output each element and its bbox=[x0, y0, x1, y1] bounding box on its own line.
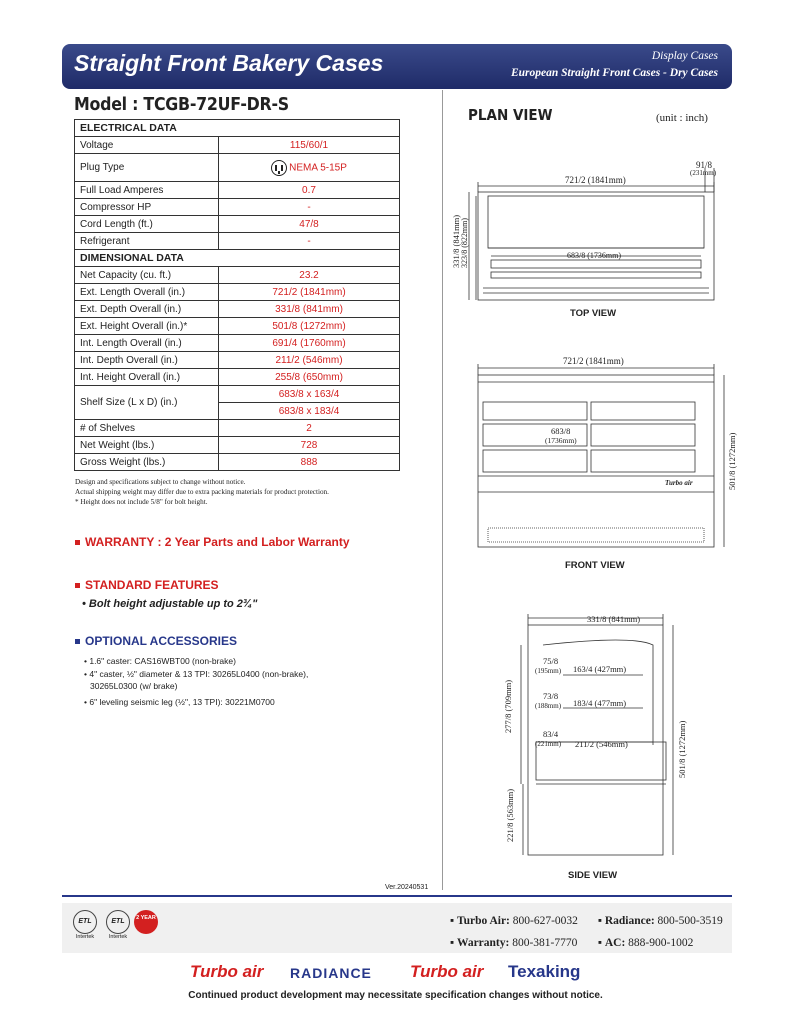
spec-value: 115/60/1 bbox=[219, 137, 400, 154]
table-row bbox=[75, 369, 400, 386]
table-row bbox=[75, 233, 400, 250]
contact-row: ▪ Turbo Air: 800-627-0032 ▪ Radiance: 800-500-3519 bbox=[450, 910, 723, 932]
accessory-item: • 1.6" caster: CAS16WBT00 (non-brake) bbox=[84, 656, 236, 666]
side-c-dim: 83/4 bbox=[543, 729, 559, 739]
optional-accessories-heading bbox=[75, 634, 237, 648]
front-inner-mm-dim: (1736mm) bbox=[545, 436, 577, 445]
etl-sanitation-icon: ETL bbox=[106, 910, 130, 934]
table-row bbox=[75, 437, 400, 454]
brand-logos bbox=[190, 962, 610, 986]
note-line: Actual shipping weight may differ due to extra packing materials for product protection. bbox=[75, 488, 329, 496]
header-banner bbox=[62, 44, 732, 89]
side-a-mm-dim: (195mm) bbox=[535, 667, 562, 675]
table-row bbox=[75, 216, 400, 233]
spec-label: Ext. Height Overall (in.)* bbox=[75, 318, 219, 335]
spec-label: Int. Height Overall (in.) bbox=[75, 369, 219, 386]
unit-label: (unit : inch) bbox=[656, 112, 708, 124]
warranty-seal-icon: 2 YEAR bbox=[134, 910, 158, 934]
warranty-phone: 800-381-7770 bbox=[512, 937, 578, 949]
warranty-badge bbox=[134, 910, 158, 934]
table-row bbox=[75, 352, 400, 369]
dimensional-heading: DIMENSIONAL DATA bbox=[75, 250, 400, 267]
spec-value: - bbox=[219, 233, 400, 250]
table-row bbox=[75, 154, 400, 182]
spec-label: Net Capacity (cu. ft.) bbox=[75, 267, 219, 284]
cert-label: Intertek bbox=[108, 934, 128, 940]
category-label: Display Cases bbox=[651, 50, 718, 62]
table-row bbox=[75, 318, 400, 335]
top-side-mm-dim: (231mm) bbox=[690, 169, 717, 177]
spec-label: Gross Weight (lbs.) bbox=[75, 454, 219, 471]
spec-label: Voltage bbox=[75, 137, 219, 154]
certification-badge bbox=[73, 910, 97, 940]
front-height-dim: 501/8 (1272mm) bbox=[727, 432, 737, 490]
spec-value bbox=[219, 154, 400, 182]
radiance-logo: RADIANCE bbox=[290, 965, 372, 981]
spec-label: Refrigerant bbox=[75, 233, 219, 250]
spec-value: - bbox=[219, 199, 400, 216]
standard-feature-item: • Bolt height adjustable up to 2¾" bbox=[82, 598, 258, 610]
table-row bbox=[75, 182, 400, 199]
turbo-air-system-logo: Turbo air bbox=[410, 962, 484, 981]
spec-label: Int. Length Overall (in.) bbox=[75, 335, 219, 352]
electrical-heading: ELECTRICAL DATA bbox=[75, 120, 400, 137]
note-line: Design and specifications subject to change without notice. bbox=[75, 478, 246, 486]
spec-value: 331/8 (841mm) bbox=[219, 301, 400, 318]
top-width-dim: 721/2 (1841mm) bbox=[565, 175, 626, 185]
spec-notes bbox=[75, 477, 329, 507]
accessory-item: • 6" leveling seismic leg (½", 13 TPI): 30221M0700 bbox=[84, 697, 275, 707]
table-row bbox=[75, 335, 400, 352]
side-shelf1-dim: 163/4 (427mm) bbox=[573, 664, 627, 674]
side-lower-dim: 221/8 (563mm) bbox=[505, 788, 515, 842]
subcategory-label: European Straight Front Cases - Dry Cases bbox=[510, 67, 718, 79]
front-view-label: FRONT VIEW bbox=[565, 560, 625, 571]
front-inner-dim: 683/8 bbox=[551, 426, 571, 436]
contact-row: ▪ Warranty: 800-381-7770 ▪ AC: 888-900-1002 bbox=[450, 932, 723, 954]
page-title: Straight Front Bakery Cases bbox=[74, 50, 384, 76]
spec-label: Ext. Depth Overall (in.) bbox=[75, 301, 219, 318]
turbo-air-phone: 800-627-0032 bbox=[512, 915, 578, 927]
spec-value: 2 bbox=[219, 420, 400, 437]
spec-label: # of Shelves bbox=[75, 420, 219, 437]
side-c-mm-dim: (221mm) bbox=[535, 740, 562, 748]
spec-value: 211/2 (546mm) bbox=[219, 352, 400, 369]
table-row bbox=[75, 120, 400, 137]
table-row bbox=[75, 386, 400, 403]
texaking-logo: Texaking bbox=[508, 962, 581, 981]
table-row bbox=[75, 250, 400, 267]
footer-tagline: Continued product development may necessitate specification changes without notice. bbox=[188, 990, 603, 1001]
plug-icon bbox=[271, 160, 287, 176]
top-depth-dim: 331/8 (841mm) bbox=[451, 214, 461, 268]
plug-type-value: NEMA 5-15P bbox=[289, 162, 347, 174]
spec-value: 691/4 (1760mm) bbox=[219, 335, 400, 352]
front-brand-label: Turbo air bbox=[665, 479, 693, 487]
spec-value: 721/2 (1841mm) bbox=[219, 284, 400, 301]
front-width-dim: 721/2 (1841mm) bbox=[563, 356, 624, 366]
table-row bbox=[75, 301, 400, 318]
turbo-air-logo: Turbo air bbox=[190, 962, 264, 981]
table-row bbox=[75, 420, 400, 437]
accessory-item: 30265L0300 (w/ brake) bbox=[90, 681, 178, 691]
top-inner-dim: 683/8 (1736mm) bbox=[567, 251, 621, 260]
side-width-dim: 331/8 (841mm) bbox=[587, 614, 641, 624]
top-view-label: TOP VIEW bbox=[570, 308, 617, 319]
spec-value: 683/8 x 183/4 bbox=[219, 403, 400, 420]
spec-label: Shelf Size (L x D) (in.) bbox=[75, 386, 219, 420]
side-base-dim: 211/2 (546mm) bbox=[575, 739, 628, 749]
table-row bbox=[75, 284, 400, 301]
cert-label: Intertek bbox=[75, 934, 95, 940]
side-a-dim: 75/8 bbox=[543, 656, 559, 666]
side-b-dim: 73/8 bbox=[543, 691, 559, 701]
radiance-phone: 800-500-3519 bbox=[657, 915, 723, 927]
technical-drawings bbox=[443, 130, 743, 885]
certification-badge bbox=[106, 910, 130, 940]
spec-value: 888 bbox=[219, 454, 400, 471]
plan-view-title: PLAN VIEW bbox=[468, 106, 553, 124]
spec-value: 501/8 (1272mm) bbox=[219, 318, 400, 335]
spec-table bbox=[74, 119, 400, 471]
top-depth2-dim: 323/8 (822mm) bbox=[460, 218, 469, 268]
turbo-air-label: Turbo Air: bbox=[456, 915, 510, 927]
spec-label: Int. Depth Overall (in.) bbox=[75, 352, 219, 369]
top-view-drawing bbox=[469, 168, 714, 300]
footer-divider bbox=[62, 895, 732, 897]
table-row bbox=[75, 199, 400, 216]
spec-label: Full Load Amperes bbox=[75, 182, 219, 199]
spec-value: 255/8 (650mm) bbox=[219, 369, 400, 386]
side-height-dim: 501/8 (1272mm) bbox=[677, 720, 687, 778]
etl-icon: ETL bbox=[73, 910, 97, 934]
standard-features-title: STANDARD FEATURES bbox=[85, 578, 219, 592]
table-row bbox=[75, 454, 400, 471]
side-shelf2-dim: 183/4 (477mm) bbox=[573, 698, 627, 708]
side-upper-dim: 277/8 (709mm) bbox=[503, 679, 513, 733]
spec-label: Ext. Length Overall (in.) bbox=[75, 284, 219, 301]
front-view-drawing bbox=[478, 364, 724, 547]
radiance-label: Radiance: bbox=[604, 915, 655, 927]
side-view-label: SIDE VIEW bbox=[568, 870, 618, 881]
table-row bbox=[75, 267, 400, 284]
spec-value: 728 bbox=[219, 437, 400, 454]
model-number: Model : TCGB-72UF-DR-S bbox=[74, 94, 289, 115]
warranty-text: WARRANTY : 2 Year Parts and Labor Warranty bbox=[85, 535, 350, 549]
bullet-square-icon bbox=[75, 540, 80, 545]
standard-features-heading bbox=[75, 578, 219, 592]
side-b-mm-dim: (188mm) bbox=[535, 702, 562, 710]
warranty-label: Warranty: bbox=[456, 937, 510, 949]
contact-info bbox=[450, 910, 723, 954]
spec-label: Net Weight (lbs.) bbox=[75, 437, 219, 454]
spec-value: 47/8 bbox=[219, 216, 400, 233]
accessory-item: • 4" caster, ½" diameter & 13 TPI: 30265L0400 (non-brake), bbox=[84, 669, 309, 679]
note-line: * Height does not include 5/8" for bolt height. bbox=[75, 498, 208, 506]
optional-accessories-title: OPTIONAL ACCESSORIES bbox=[85, 634, 238, 648]
spec-label: Cord Length (ft.) bbox=[75, 216, 219, 233]
spec-value: 683/8 x 163/4 bbox=[219, 386, 400, 403]
version-label: Ver.20240531 bbox=[385, 884, 429, 891]
spec-value: 0.7 bbox=[219, 182, 400, 199]
bullet-square-icon bbox=[75, 583, 80, 588]
table-row bbox=[75, 137, 400, 154]
top-side-dim: 91/8 bbox=[696, 160, 713, 170]
bullet-square-icon bbox=[75, 639, 80, 644]
spec-label: Compressor HP bbox=[75, 199, 219, 216]
ac-label: AC: bbox=[604, 937, 626, 949]
spec-label: Plug Type bbox=[75, 154, 219, 182]
spec-value: 23.2 bbox=[219, 267, 400, 284]
ac-phone: 888-900-1002 bbox=[628, 937, 694, 949]
warranty-heading bbox=[75, 535, 350, 549]
